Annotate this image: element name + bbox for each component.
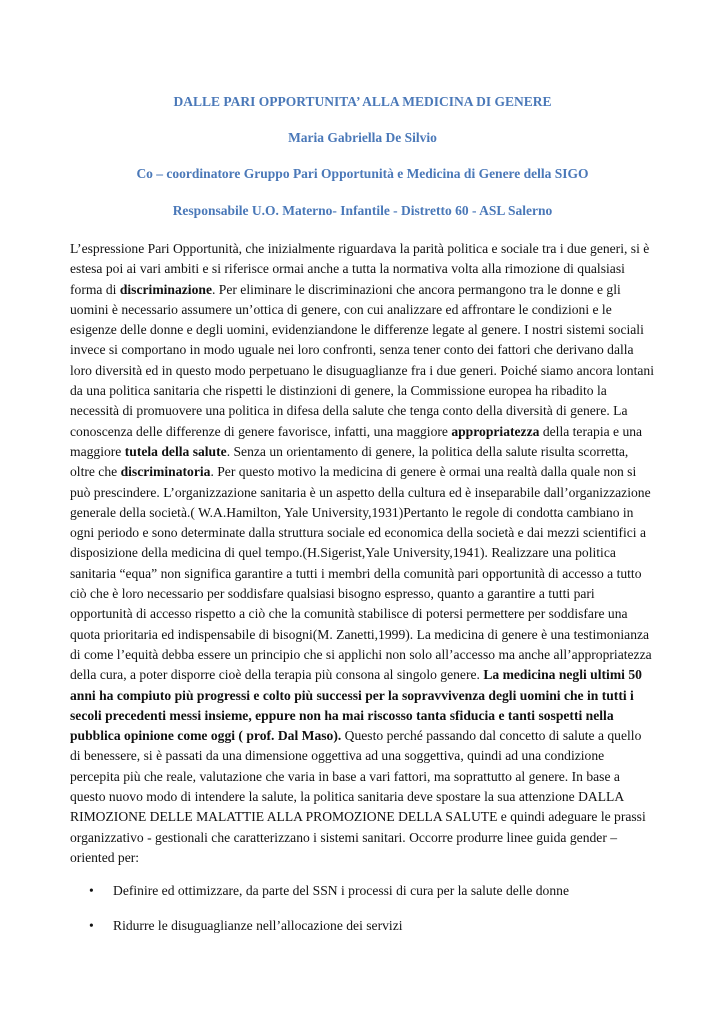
list-item-text: Ridurre le disuguaglianze nell’allocazione dei servizi — [113, 918, 403, 934]
body-paragraph — [70, 239, 655, 868]
author-name: Maria Gabriella De Silvio — [288, 130, 437, 145]
bold-term-tutela: tutela della salute — [124, 443, 227, 459]
author-affiliation: Responsabile U.O. Materno- Infantile - Distretto 60 - ASL Salerno — [172, 203, 553, 218]
bold-term-appropriatezza: appropriatezza — [451, 423, 540, 439]
bold-term-discriminazione: discriminazione — [119, 281, 212, 297]
body-text: Questo perché passando dal concetto di salute a quello di benessere, si è passati da una dimensione oggettiva ad una soggettiva, quindi ad una condizione percepita più che reale, valutazione che varia in base a vari fattori, ma soprattutto al genere. In base a questo nuovo modo di intendere la salute, la politica sanitaria deve spostare la sua attenzione DALLA RIMOZIONE DELLE MALATTIE ALLA PROMOZIONE DELLA SALUTE e quindi adeguare le prassi organizzativo - gestionali che caratterizzano i sistemi sanitari. Occorre produrre linee guida gender – oriented per: — [70, 728, 646, 865]
document-title: DALLE PARI OPPORTUNITA’ ALLA MEDICINA DI GENERE — [173, 94, 552, 109]
body-text: . Per questo motivo la medicina di genere è ormai una realtà dalla quale non si può prescindere. L’organizzazione sanitaria è un aspetto della cultura ed è inseparabile dall’organizzazione generale della società.( W.A.Hamilton, Yale University,1931)Pertanto le regole di condotta cambiano in ogni periodo e sono determinate dalla struttura sociale ed economica della società e dai mezzi scientifici a disposizione della medicina di quel tempo.(H.Sigerist,Yale University,1941). Realizzare una politica sanitaria “equa” non significa garantire a tutti i membri della comunità pari opportunità di accesso a tutto ciò che è loro necessario per soddisfare qualsiasi bisogno espresso, quanto a garantire a tutti pari opportunità di accesso rispetto a ciò che la comunità stabilisce di potersi permettere per soddisfare una quota prioritaria ed indispensabile di bisogni(M. Zanetti,1999). La medicina di genere è una testimonianza di come l’equità debba essere un principio che si applichi non solo all’accesso ma anche all’appropriatezza della cura, a poter disporre cioè della terapia più consona al singolo genere. — [70, 464, 652, 683]
bold-quote: La medicina negli ultimi 50 anni ha compiuto più progressi e colto più successi per la sopravvivenza degli uomini che in tutti i secoli precedenti messi insieme, eppure non ha mai riscosso tanta sfiducia e tanti sospetti nella pubblica opinione come oggi ( prof. Dal Maso). — [70, 667, 642, 744]
list-item — [70, 916, 655, 936]
document-page — [70, 94, 655, 951]
list-item — [70, 881, 655, 901]
bullet-icon: • — [89, 883, 94, 899]
body-text: L’espressione Pari Opportunità, che inizialmente riguardava la parità politica e sociale tra i due generi, si è estesa poi ai vari ambiti e si riferisce ormai anche a tutta la normativa volta alla rimozione di qualsiasi forma di — [70, 241, 650, 297]
body-text: . Senza un orientamento di genere, la politica della salute risulta scorretta, oltre che — [70, 443, 629, 480]
bullet-icon: • — [89, 918, 94, 934]
body-text: della terapia e una maggiore — [70, 423, 643, 459]
bullet-list — [70, 881, 655, 936]
bold-term-discriminatoria: discriminatoria — [120, 464, 211, 480]
author-role: Co – coordinatore Gruppo Pari Opportunità e Medicina di Genere della SIGO — [136, 166, 589, 181]
body-text: . Per eliminare le discriminazioni che ancora permangono tra le donne e gli uomini è necessario assumere un’ottica di genere, con cui analizzare ed affrontare le condizioni e le esigenze delle donne e degli uomini, evidenziandone le differenze legate al genere. I nostri sistemi sociali invece si comportano in modo uguale nei loro confronti, senza tener conto dei fattori che derivano dalla loro diversità ed in questo modo perpetuano le disuguaglianze fra i due generi. Poiché siamo ancora lontani da una politica sanitaria che rispetti le distinzioni di genere, la Commissione europea ha ribadito la necessità di promuovere una politica in difesa della salute che tenga conto della diversità di genere. La conoscenza delle differenze di genere favorisce, infatti, una maggiore — [70, 281, 654, 439]
list-item-text: Definire ed ottimizzare, da parte del SSN i processi di cura per la salute delle donne — [113, 883, 569, 899]
